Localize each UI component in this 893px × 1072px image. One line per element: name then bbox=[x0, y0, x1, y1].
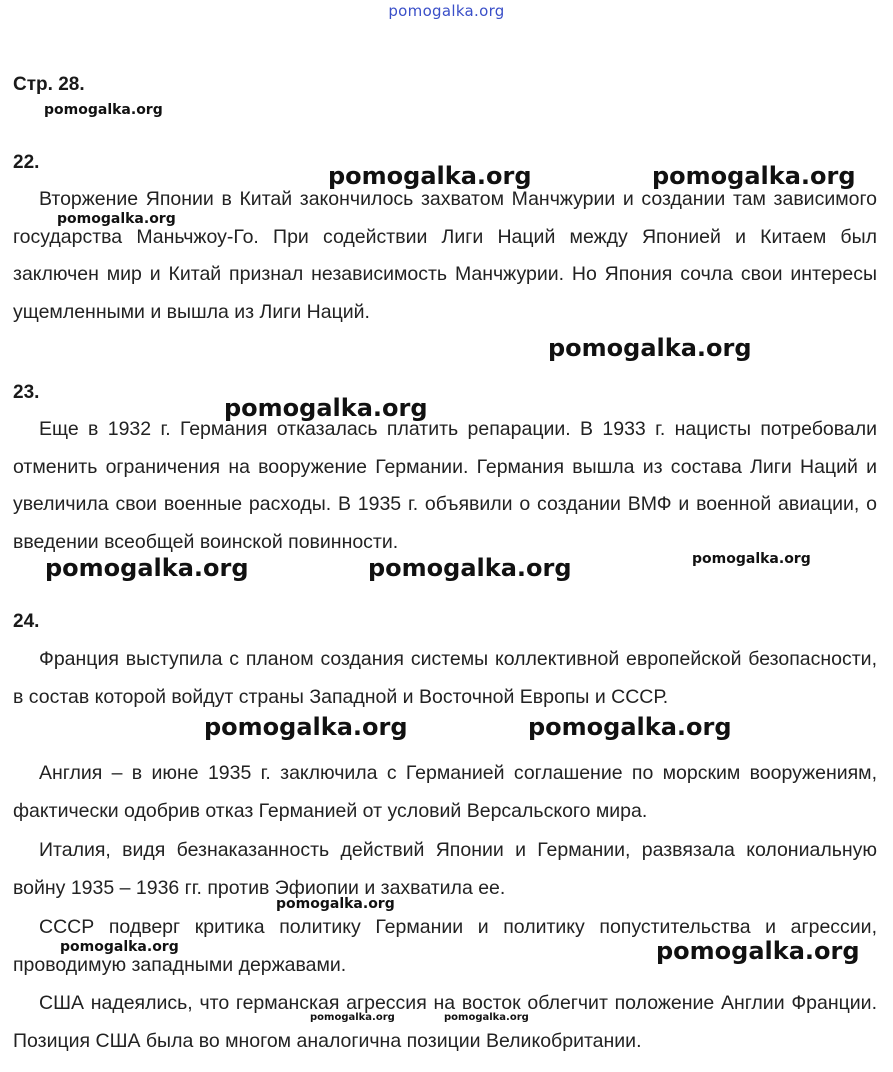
watermark: pomogalka.org bbox=[45, 554, 249, 582]
section-24-paragraph-england: Англия – в июне 1935 г. заключила с Германией соглашение по морским вооружениям, фактически одобрив отказ Германией от условий Версальского мира. bbox=[13, 762, 877, 822]
watermark: pomogalka.org bbox=[328, 162, 532, 190]
watermark: pomogalka.org bbox=[204, 713, 408, 741]
section-number-22: 22. bbox=[13, 152, 40, 173]
watermark: pomogalka.org bbox=[444, 1012, 529, 1023]
section-number-23: 23. bbox=[13, 382, 40, 403]
watermark: pomogalka.org bbox=[57, 211, 176, 227]
watermark: pomogalka.org bbox=[60, 939, 179, 955]
watermark: pomogalka.org bbox=[276, 896, 395, 912]
section-24-paragraph-france: Франция выступила с планом создания системы коллективной европейской безопасности, в состав которой войдут страны Западной и Восточной Европы и СССР. bbox=[13, 648, 877, 708]
section-24-paragraph-italy: Италия, видя безнаказанность действий Японии и Германии, развязала колониальную войну 1935 – 1936 гг. против Эфиопии и захватила ее. bbox=[13, 839, 877, 899]
section-number-24: 24. bbox=[13, 611, 40, 632]
watermark: pomogalka.org bbox=[656, 937, 860, 965]
section-24-paragraph-ussr: СССР подверг критика политику Германии и политику попустительства и агрессии, проводимую западными державами. bbox=[13, 916, 877, 976]
watermark: pomogalka.org bbox=[368, 554, 572, 582]
watermark: pomogalka.org bbox=[548, 334, 752, 362]
page-reference: Стр. 28. bbox=[13, 74, 85, 95]
site-header-watermark: pomogalka.org bbox=[388, 2, 505, 20]
watermark: pomogalka.org bbox=[224, 394, 428, 422]
section-24-paragraph-usa: США надеялись, что германская агрессия на восток облегчит положение Англии Франции. Позиция США была во многом аналогична позиции Великобритании. bbox=[13, 992, 877, 1052]
watermark: pomogalka.org bbox=[528, 713, 732, 741]
section-23-paragraph: Еще в 1932 г. Германия отказалась платить репарации. В 1933 г. нацисты потребовали отменить ограничения на вооружение Германии. Германия вышла из состава Лиги Наций и увеличила свои военные расходы. В 1935 г. объявили о создании ВМФ и военной авиации, о введении всеобщей воинской повинности. bbox=[13, 418, 877, 553]
watermark: pomogalka.org bbox=[310, 1012, 395, 1023]
watermark: pomogalka.org bbox=[652, 162, 856, 190]
watermark: pomogalka.org bbox=[692, 551, 811, 567]
section-22-paragraph: Вторжение Японии в Китай закончилось захватом Манчжурии и создании там зависимого государства Маньчжоу-Го. При содействии Лиги Наций между Японией и Китаем был заключен мир и Китай признал независимость Манчжурии. Но Япония сочла свои интересы ущемленными и вышла из Лиги Наций. bbox=[13, 188, 877, 323]
watermark: pomogalka.org bbox=[44, 102, 163, 118]
